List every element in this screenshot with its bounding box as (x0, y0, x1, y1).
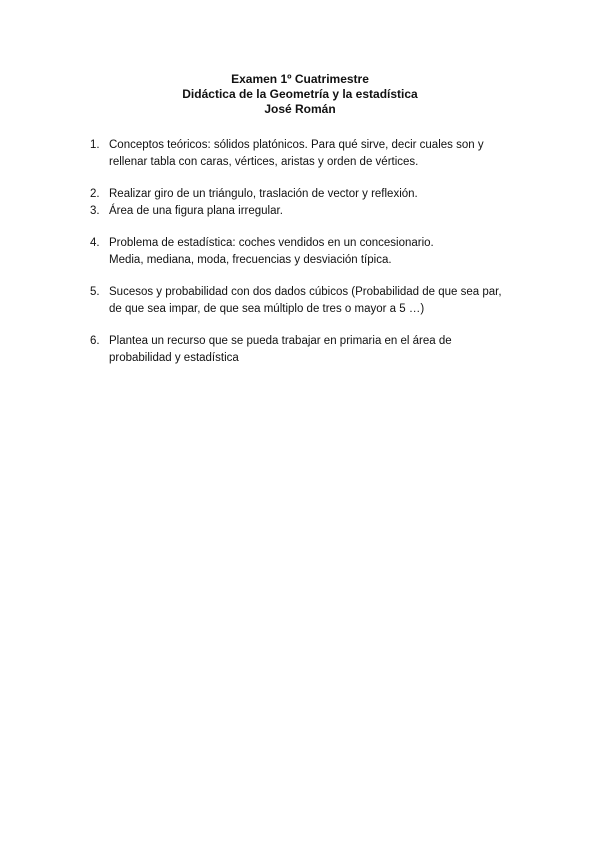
list-item-6 (90, 333, 530, 366)
item-text: rellenar tabla con caras, vértices, aristas y orden de vértices. (109, 155, 419, 168)
item-text: Realizar giro de un triángulo, traslación de vector y reflexión. (109, 188, 418, 200)
item-number: 6. (90, 335, 100, 347)
list-item-3 (90, 203, 530, 220)
item-number: 2. (90, 188, 100, 200)
item-number: 4. (90, 237, 100, 249)
item-number: 1. (90, 139, 100, 151)
author-name: José Román (264, 102, 336, 116)
item-number: 5. (90, 286, 100, 298)
item-number: 3. (90, 204, 100, 217)
exam-title: Examen 1º Cuatrimestre (231, 72, 369, 86)
item-text: probabilidad y estadística (109, 351, 239, 364)
question-list (90, 137, 530, 366)
list-item-2 (90, 186, 530, 203)
item-text: Problema de estadística: coches vendidos en un concesionario. (109, 237, 434, 249)
item-text: de que sea impar, de que sea múltiplo de tres o mayor a 5 …) (109, 302, 425, 315)
course-title: Didáctica de la Geometría y la estadística (182, 87, 418, 101)
item-text: Área de una figura plana irregular. (109, 204, 283, 217)
item-text: Media, mediana, moda, frecuencias y desviación típica. (109, 253, 392, 266)
item-text: Sucesos y probabilidad con dos dados cúbicos (Probabilidad de que sea par, (109, 286, 502, 298)
list-item-4 (90, 235, 530, 268)
document-header (0, 72, 600, 117)
item-text: Conceptos teóricos: sólidos platónicos. Para qué sirve, decir cuales son y (109, 139, 484, 151)
list-item-1 (90, 137, 530, 170)
list-item-5 (90, 284, 530, 317)
item-text: Plantea un recurso que se pueda trabajar en primaria en el área de (109, 335, 452, 347)
